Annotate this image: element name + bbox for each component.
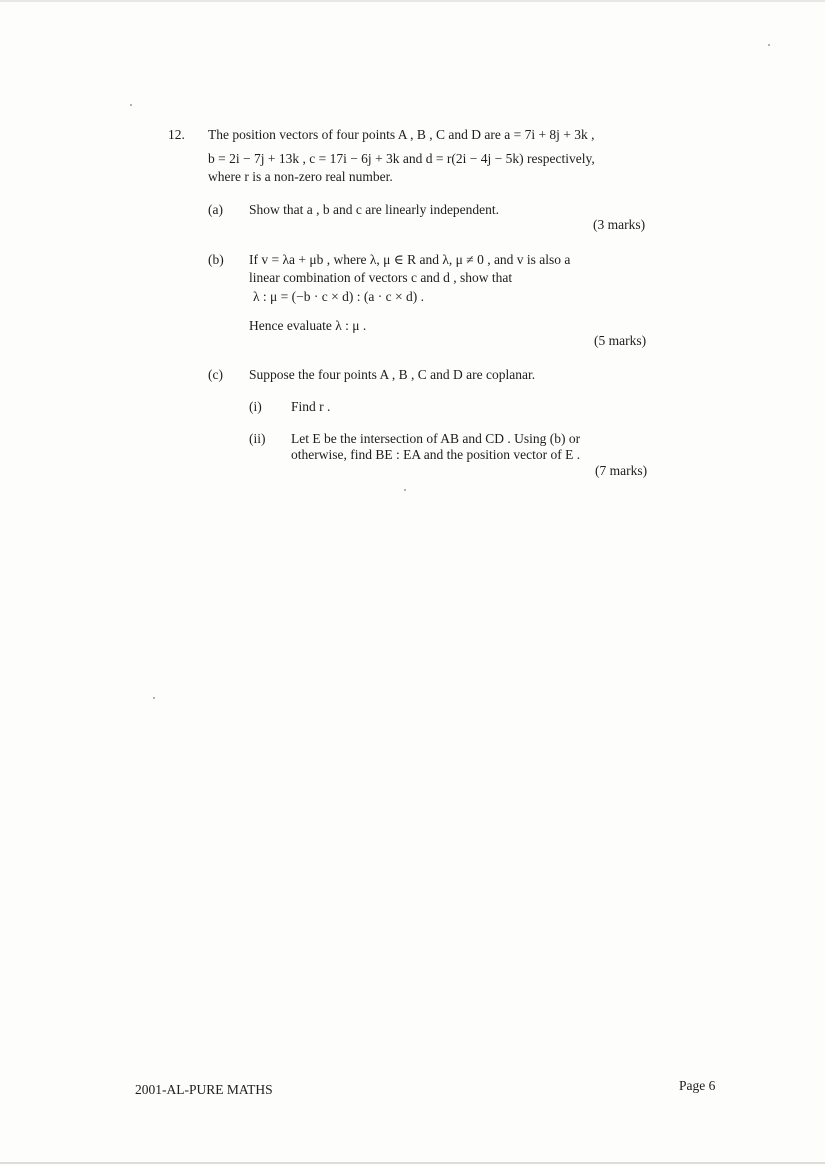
part-c-i-text: Find r . xyxy=(291,399,331,414)
part-c-ii-line-2: otherwise, find BE : EA and the position vector of E . xyxy=(291,447,581,462)
part-a-label: (a) xyxy=(208,202,223,217)
part-a-text: Show that a , b and c are linearly independent. xyxy=(249,202,500,217)
part-b-line-3: λ : μ = (−b · c × d) : (a · c × d) . xyxy=(253,289,424,304)
part-c-i-label: (i) xyxy=(249,399,262,414)
part-b-line-1: If v = λa + μb , where λ, μ ∈ R and λ, μ ≠ 0 , and v is also a xyxy=(249,252,571,267)
scan-edge-top xyxy=(0,0,825,2)
question-stem-line-1: The position vectors of four points A , B , C and D are a = 7i + 8j + 3k , xyxy=(208,127,595,142)
scan-speck xyxy=(768,44,770,46)
scan-speck xyxy=(130,104,132,106)
question-number: 12. xyxy=(168,127,185,142)
part-b-line-4: Hence evaluate λ : μ . xyxy=(249,318,367,333)
part-c-label: (c) xyxy=(208,367,223,382)
part-c-marks: (7 marks) xyxy=(595,463,648,478)
part-a-marks: (3 marks) xyxy=(593,217,646,232)
part-b-marks: (5 marks) xyxy=(594,333,647,348)
footer-page-number: Page 6 xyxy=(679,1078,716,1093)
scan-speck xyxy=(153,697,155,699)
question-stem-line-2: b = 2i − 7j + 13k , c = 17i − 6j + 3k and d = r(2i − 4j − 5k) respectively, xyxy=(208,151,595,166)
question-stem-line-3: where r is a non-zero real number. xyxy=(208,169,393,184)
part-c-text: Suppose the four points A , B , C and D are coplanar. xyxy=(249,367,536,382)
part-b-line-2: linear combination of vectors c and d , show that xyxy=(249,270,513,285)
scan-edge-bottom xyxy=(0,1162,825,1164)
part-c-ii-line-1: Let E be the intersection of AB and CD . Using (b) or xyxy=(291,431,581,446)
part-c-ii-label: (ii) xyxy=(249,431,266,446)
part-b-label: (b) xyxy=(208,252,224,267)
scan-speck xyxy=(404,489,406,491)
footer-paper-code: 2001-AL-PURE MATHS xyxy=(135,1082,273,1097)
